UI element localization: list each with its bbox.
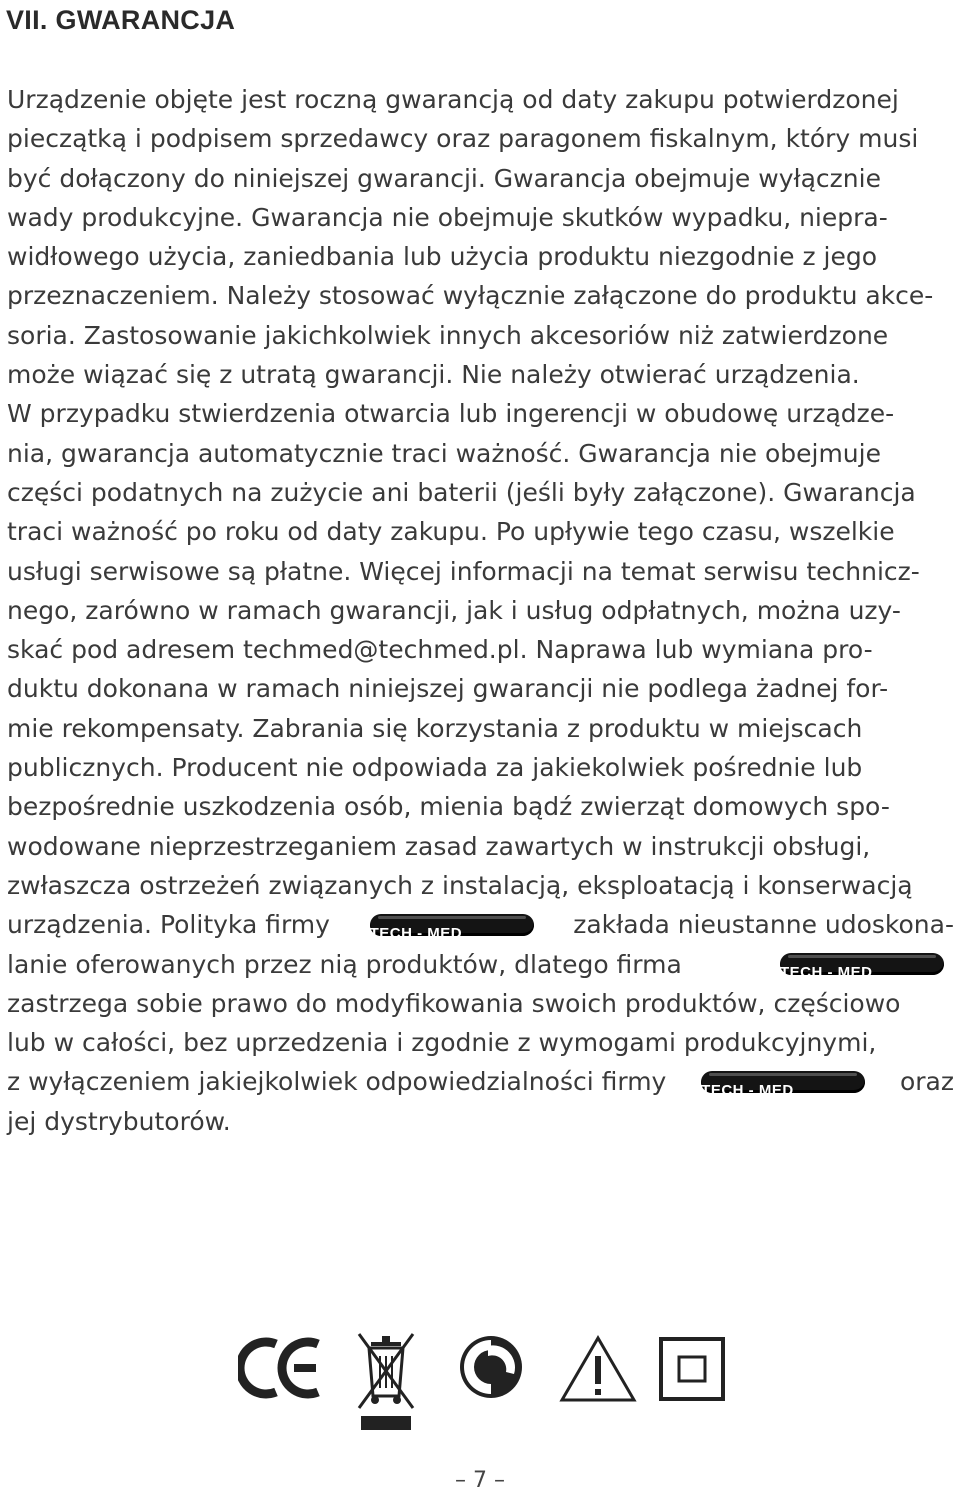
text-segment: zwłaszcza ostrzeżeń związanych z instalacją, eksploatacją i konserwacją [7,870,913,900]
page-number: – 7 – [455,1468,505,1493]
text-line [7,237,954,276]
text-segment: zastrzega sobie prawo do modyfikowania swoich produktów, częściowo [7,988,901,1018]
text-line [7,159,954,198]
text-line [7,316,954,355]
text-segment: publicznych. Producent nie odpowiada za jakiekolwiek pośrednie lub [7,753,863,783]
text-line [7,80,954,119]
text-line [7,709,954,748]
text-segment: być dołączony do niniejszej gwarancji. Gwarancja obejmuje wyłącznie [7,163,881,193]
text-segment: bezpośrednie uszkodzenia osób, mienia bądź zwierząt domowych spo- [7,792,890,822]
tech-med-logo: TECH - MED [701,1071,865,1093]
text-segment: usługi serwisowe są płatne. Więcej informacji na temat serwisu technicz- [7,556,920,586]
text-line [7,905,954,944]
text-line [7,473,954,512]
text-segment: soria. Zastosowanie jakichkolwiek innych akcesoriów niż zatwierdzone [7,320,889,350]
tech-med-logo: TECH - MED [780,953,944,975]
text-segment: jej dystrybutorów. [7,1106,231,1136]
text-line [7,119,954,158]
text-line [7,945,954,984]
text-segment: oraz [899,1067,954,1097]
text-segment: lub w całości, bez uprzedzenia i zgodnie z wymogami produkcyjnymi, [7,1028,877,1058]
text-line [7,198,954,237]
text-segment: skać pod adresem techmed@techmed.pl. Naprawa lub wymiana pro- [7,635,873,665]
double-insulation-icon [658,1336,726,1402]
text-segment: mie rekompensaty. Zabrania się korzystania z produktu w miejscach [7,713,863,743]
text-segment: zakłada nieustanne udoskona- [573,910,954,940]
text-line [7,827,954,866]
text-segment: z wyłączeniem jakiejkolwiek odpowiedzialności firmy [7,1067,667,1097]
text-segment: Urządzenie objęte jest roczną gwarancją od daty zakupu potwierdzonej [7,85,899,114]
text-segment: nego, zarówno w ramach gwarancji, jak i usług odpłatnych, można uzy- [7,595,901,625]
text-segment: widłowego użycia, zaniedbania lub użycia produktu niezgodnie z jego [7,242,878,272]
text-line [7,748,954,787]
text-line [7,866,954,905]
text-segment: części podatnych na zużycie ani baterii (jeśli były załączone). Gwarancja [7,477,916,507]
text-line [7,552,954,591]
text-segment: W przypadku stwierdzenia otwarcia lub ingerencji w obudowę urządze- [7,399,895,429]
text-segment: wodowane nieprzestrzeganiem zasad zawartych w instrukcji obsługi, [7,831,871,861]
text-line [7,276,954,315]
text-segment: duktu dokonana w ramach niniejszej gwarancji nie podlega żadnej for- [7,674,889,704]
text-line [7,630,954,669]
text-line [7,669,954,708]
text-line [7,591,954,630]
text-line [7,355,954,394]
text-segment: traci ważność po roku od daty zakupu. Po upływie tego czasu, wszelkie [7,517,895,547]
tech-med-logo: TECH - MED [370,914,534,936]
text-line [7,1023,954,1062]
text-line [7,1062,954,1101]
ce-mark-icon [238,1336,324,1400]
text-segment: urządzenia. Polityka firmy [7,910,330,940]
text-line [7,1102,954,1141]
text-segment: nia, gwarancja automatycznie traci ważność. Gwarancja nie obejmuje [7,438,881,468]
warning-triangle-icon [558,1334,638,1404]
text-line [7,434,954,473]
text-line [7,787,954,826]
text-line [7,984,954,1023]
warranty-text [7,80,954,1141]
text-line [7,394,954,433]
certification-icons [0,1330,960,1440]
text-segment: wady produkcyjne. Gwarancja nie obejmuje skutków wypadku, niepra- [7,202,888,232]
green-dot-icon [458,1334,524,1400]
text-line [7,512,954,551]
text-segment: pieczątką i podpisem sprzedawcy oraz paragonem fiskalnym, który musi [7,124,919,154]
text-segment: lanie oferowanych przez nią produktów, dlatego firma [7,949,682,979]
section-heading: VII. GWARANCJA [6,5,236,35]
text-segment: może wiązać się z utratą gwarancji. Nie należy otwierać urządzenia. [7,360,860,390]
crossed-out-bin-icon [355,1330,417,1436]
text-segment: przeznaczeniem. Należy stosować wyłącznie załączone do produktu akce- [7,281,934,311]
